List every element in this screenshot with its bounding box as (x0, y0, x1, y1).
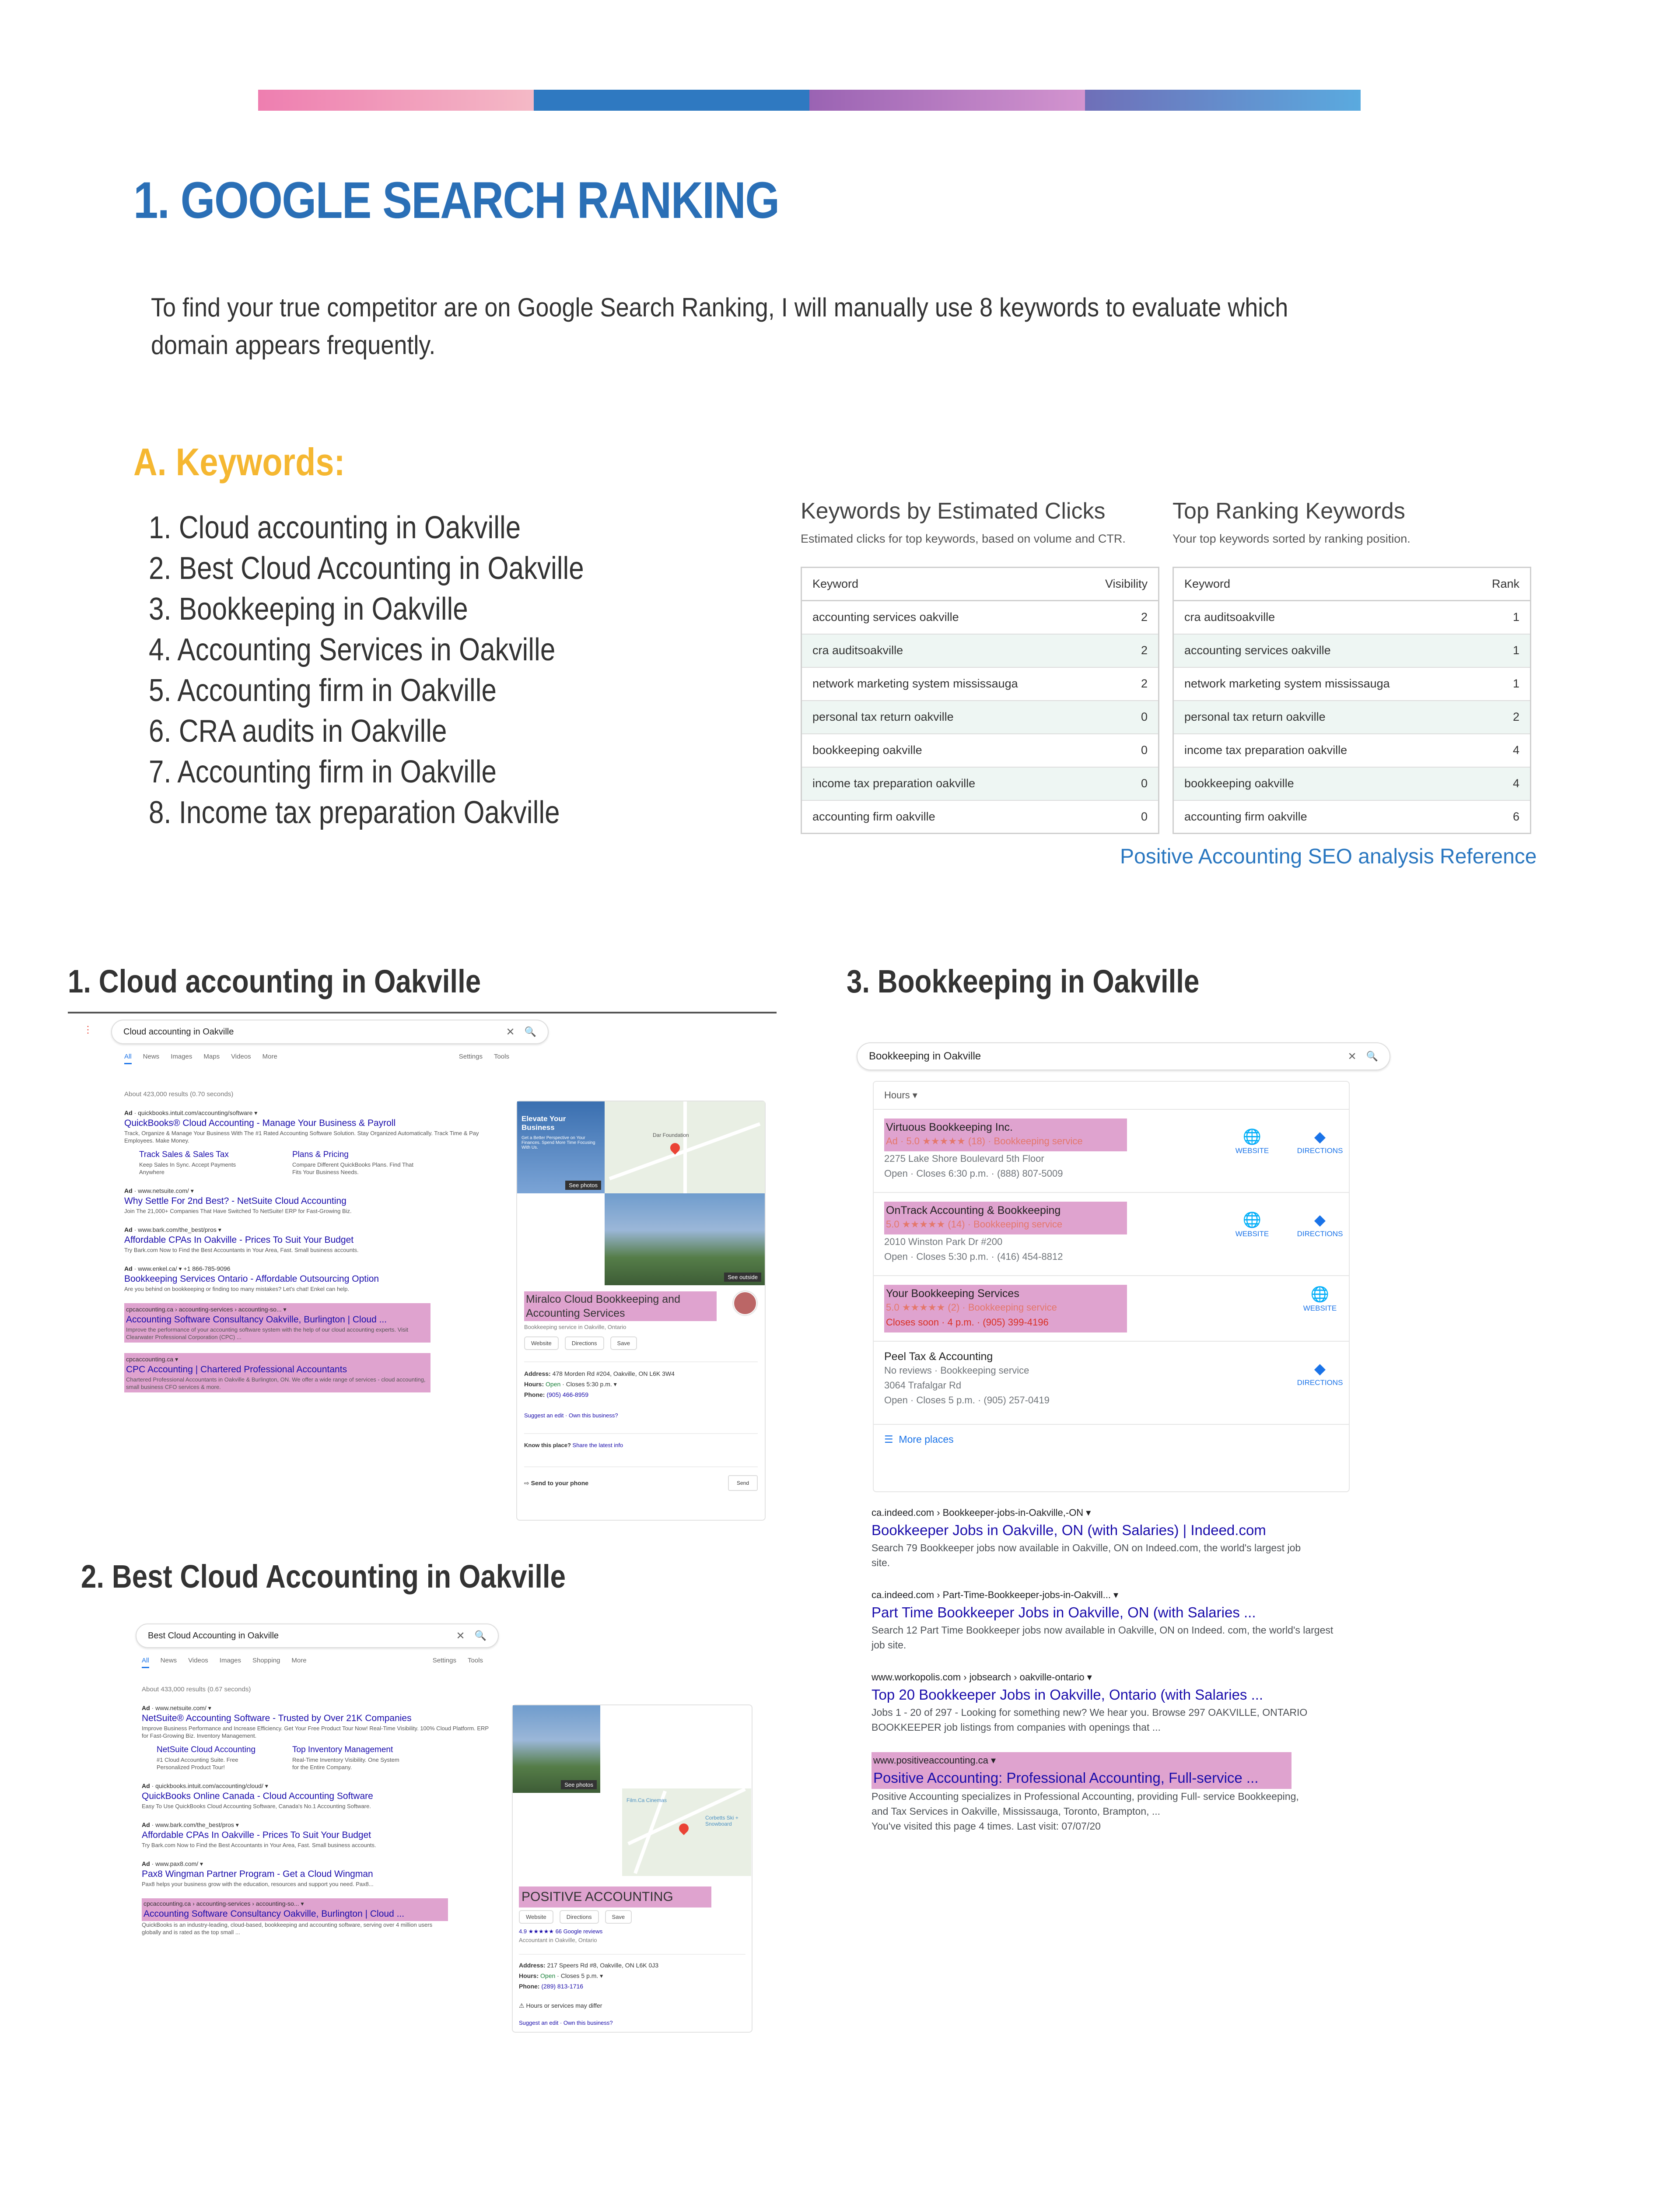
save-button[interactable]: Save (610, 1336, 637, 1350)
result-url[interactable]: cpcaccounting.ca › accounting-services › accounting-so... ▾ (144, 1900, 304, 1907)
directions-action[interactable]: ◆ DIRECTIONS (1292, 1359, 1348, 1387)
ad-label: Ad (142, 1704, 150, 1711)
ad-label: Ad (124, 1109, 133, 1116)
phone-label: Phone: (524, 1391, 545, 1398)
ad-result (124, 1186, 509, 1215)
tab-more[interactable]: More (291, 1657, 307, 1664)
ad-label: Ad (124, 1226, 133, 1233)
warning-icon: ⚠ (519, 2002, 525, 2009)
rank-cell: 2 (1467, 701, 1531, 734)
table-row (1173, 634, 1531, 667)
sitelink-desc: Keep Sales In Sync. Accept Payments Anywhere (139, 1161, 236, 1175)
intro-paragraph: To find your true competitor are on Google Search Ranking, I will manually use 8 keywords to evaluate which domain appears frequently. (151, 293, 1288, 360)
ad-result (142, 1704, 496, 1771)
keyword-item: 4. Accounting Services in Oakville (149, 632, 556, 667)
result-url[interactable]: ca.indeed.com › Part-Time-Bookkeeper-jobs-in-Oakvill... ▾ (872, 1589, 1119, 1600)
result-title[interactable]: Why Settle For 2nd Best? - NetSuite Cloud Accounting (124, 1196, 346, 1206)
result-url[interactable]: · www.bark.com/the_best/pros ▾ (151, 1821, 239, 1828)
keyword-item: 2. Best Cloud Accounting in Oakville (149, 551, 584, 586)
website-action[interactable]: 🌐 WEBSITE (1224, 1127, 1281, 1155)
place-listing[interactable] (874, 1110, 1349, 1193)
keyword-item: 5. Accounting firm in Oakville (149, 673, 497, 708)
share-info-link[interactable]: Share the latest info (572, 1442, 623, 1448)
result-desc: Try Bark.com Now to Find the Best Accountants in Your Area, Fast. Small business accounts. (142, 1842, 376, 1848)
result-stats: About 433,000 results (0.67 seconds) (142, 1686, 251, 1693)
result-desc: Chartered Professional Accountants in Oakville & Burlington, ON. We offer a wide range of services - cloud accounting, small business CFO services & more. (126, 1376, 426, 1390)
result-title[interactable]: Top 20 Bookkeeper Jobs in Oakville, Ontario (with Salaries ... (872, 1687, 1264, 1703)
sitelink-title[interactable]: Top Inventory Management (292, 1745, 393, 1754)
keyword-item: 1. Cloud accounting in Oakville (149, 510, 521, 545)
result-desc: Pax8 helps your business grow with the education, resources and support you need. Pax8... (142, 1881, 374, 1887)
result-url[interactable]: cpcaccounting.ca › accounting-services › accounting-so... ▾ (126, 1306, 287, 1313)
ad-label: Ad (124, 1265, 133, 1272)
result-url[interactable]: · www.bark.com/the_best/pros ▾ (134, 1226, 221, 1233)
ranking-table (1172, 567, 1531, 834)
business-type: Bookkeeping service in Oakville, Ontario (524, 1324, 626, 1330)
result-url[interactable]: · www.pax8.com/ ▾ (151, 1860, 203, 1867)
place-listing[interactable] (874, 1342, 1349, 1425)
ad-label: Ad (142, 1860, 150, 1867)
serp-screenshot-3 (849, 1037, 1435, 1904)
result-url[interactable]: www.positiveaccounting.ca ▾ (873, 1755, 996, 1766)
result-desc: Join The 21,000+ Companies That Have Switched To NetSuite! ERP for Fast-Growing Biz. (124, 1208, 352, 1214)
organic-result (142, 1898, 448, 1936)
address-label: Address: (519, 1962, 546, 1969)
result-title[interactable]: QuickBooks® Cloud Accounting - Manage Your Business & Payroll (124, 1118, 396, 1128)
hours-warning: Hours or services may differ (526, 2002, 602, 2009)
phone-label: Phone: (519, 1983, 540, 1990)
mini-map[interactable] (605, 1101, 765, 1193)
see-outside-button[interactable]: See outside (724, 1273, 761, 1282)
place-rating: 5.0 ★★★★★ (2) · Bookkeeping service (886, 1302, 1057, 1313)
section-heading-3: 3. Bookkeeping in Oakville (847, 963, 1200, 999)
visibility-cell: 0 (1080, 800, 1159, 834)
table-row (802, 767, 1159, 800)
result-title[interactable]: Pax8 Wingman Partner Program - Get a Cloud Wingman (142, 1869, 373, 1879)
keyword-cell: cra auditsoakville (802, 634, 1080, 667)
result-desc: Are you behind on bookkeeping or finding too many mistakes? Let's chat! Enkel can help. (124, 1286, 350, 1292)
visibility-cell: 0 (1080, 767, 1159, 800)
tab-more[interactable]: More (262, 1053, 277, 1060)
result-title[interactable]: Part Time Bookkeeper Jobs in Oakville, ON (with Salaries ... (872, 1604, 1256, 1620)
result-url[interactable]: · quickbooks.intuit.com/accounting/software ▾ (134, 1109, 258, 1116)
place-rating: 5.0 ★★★★★ (14) · Bookkeeping service (886, 1219, 1063, 1230)
suggest-edit-link[interactable]: Suggest an edit · Own this business? (524, 1412, 618, 1419)
search-bar[interactable] (857, 1042, 1390, 1070)
column-header: Keyword (1173, 568, 1467, 601)
ad-result (124, 1225, 509, 1254)
hours-label: Hours: (524, 1381, 544, 1388)
know-place-label: Know this place? (524, 1442, 571, 1448)
rank-cell: 4 (1467, 734, 1531, 767)
street-photo[interactable] (605, 1193, 765, 1285)
table-row (802, 734, 1159, 767)
address-label: Address: (524, 1370, 551, 1377)
keyword-cell: cra auditsoakville (1173, 601, 1467, 634)
visited-note: You've visited this page 4 times. Last visit: 07/07/20 (872, 1820, 1101, 1832)
table-row (1173, 601, 1531, 634)
keyword-cell: accounting firm oakville (1173, 800, 1467, 834)
result-desc: Try Bark.com Now to Find the Best Accountants in Your Area, Fast. Small business accounts. (124, 1247, 359, 1253)
ad-label: Ad (142, 1782, 150, 1789)
keyword-cell: network marketing system mississauga (802, 667, 1080, 701)
tab-news[interactable]: News (160, 1657, 177, 1664)
map-label: Dar Foundation (653, 1132, 689, 1138)
see-photos-button[interactable]: See photos (561, 1780, 597, 1789)
directions-button[interactable]: Directions (565, 1336, 604, 1350)
business-type: Accountant in Oakville, Ontario (519, 1937, 597, 1943)
tab-all[interactable]: All (124, 1053, 132, 1064)
website-button[interactable]: Website (519, 1910, 553, 1924)
section-heading-2: 2. Best Cloud Accounting in Oakville (81, 1558, 566, 1595)
keywords-heading: A. Keywords: (133, 440, 345, 484)
results-column (124, 1085, 509, 1392)
clear-icon[interactable]: ✕ (456, 1630, 465, 1642)
business-photo[interactable] (513, 1705, 600, 1793)
rank-cell: 1 (1467, 667, 1531, 701)
rank-cell: 4 (1467, 767, 1531, 800)
result-title[interactable]: Affordable CPAs In Oakville - Prices To Suit Your Budget (142, 1830, 371, 1840)
map-pin-icon (677, 1821, 690, 1835)
phone-icon: ⇨ (524, 1480, 529, 1487)
sitelink-desc: Real-Time Inventory Visibility. One System for the Entire Company. (292, 1757, 399, 1771)
result-desc: Track, Organize & Manage Your Business With The #1 Rated Accounting Software Solution. Stay Organized Automatically. Track Time & Pay Employees. Make Money. (124, 1130, 479, 1144)
send-button[interactable]: Send (728, 1475, 758, 1491)
column-header: Visibility (1080, 568, 1159, 601)
search-bar[interactable] (111, 1020, 549, 1044)
tab-all[interactable]: All (142, 1657, 149, 1668)
result-desc: Jobs 1 - 20 of 297 - Looking for something new? We hear you. Browse 297 OAKVILLE, ONTARIO BOOKKEEPER job listings from companies with openings that ... (872, 1707, 1308, 1733)
result-desc: Improve the performance of your accounting software system with the help of our cloud accounting experts. Visit Clearwater Professional Corporation (CPC) ... (126, 1326, 409, 1340)
banner-title: Elevate Your Business (522, 1115, 566, 1132)
business-name: POSITIVE ACCOUNTING (519, 1886, 711, 1907)
search-tabs (124, 1053, 509, 1064)
tab-images[interactable]: Images (219, 1657, 241, 1664)
tab-shopping[interactable]: Shopping (252, 1657, 280, 1664)
results-column (142, 1680, 496, 1936)
keyword-list (149, 508, 584, 833)
search-icon[interactable]: 🔍 (1366, 1051, 1378, 1062)
mini-map[interactable] (622, 1788, 751, 1876)
tools-link[interactable]: Tools (467, 1657, 483, 1664)
result-url[interactable]: · www.netsuite.com/ ▾ (134, 1187, 194, 1194)
page-title: 1. GOOGLE SEARCH RANKING (133, 172, 779, 229)
keyword-item: 6. CRA audits in Oakville (149, 714, 447, 749)
address-value: 217 Speers Rd #8, Oakville, ON L6K 0J3 (547, 1962, 659, 1969)
result-url[interactable]: · quickbooks.intuit.com/accounting/cloud/ ▾ (151, 1782, 268, 1789)
ad-label: Ad (124, 1187, 133, 1194)
organic-result (124, 1303, 430, 1343)
keyword-cell: income tax preparation oakville (802, 767, 1080, 800)
google-dots-icon: ⋮ (83, 1024, 93, 1035)
open-status: Open (546, 1381, 561, 1388)
keyword-cell: network marketing system mississauga (1173, 667, 1467, 701)
banner-subtitle: Get a Better Perspective on Your Finances. Spend More Time Focusing With Us. (522, 1136, 595, 1150)
place-name[interactable]: Virtuous Bookkeeping Inc. (886, 1121, 1013, 1133)
result-desc: Improve Business Performance and Increase Efficiency. Get Your Free Product Tour Now! Real-Time Visibility. 100% Cloud Platform. ERP for Fast-Growing Biz. Inventory Management. (142, 1725, 489, 1739)
directions-action[interactable]: ◆ DIRECTIONS (1292, 1210, 1348, 1238)
hours-filter[interactable]: Hours ▾ (874, 1082, 1349, 1110)
serp-screenshot-1 (79, 1015, 770, 1523)
table-row (1173, 701, 1531, 734)
search-icon[interactable]: 🔍 (524, 1026, 536, 1037)
knowledge-panel (516, 1101, 766, 1521)
directions-icon: ◆ (1314, 1212, 1326, 1228)
organic-result (872, 1752, 1396, 1834)
result-title[interactable]: Affordable CPAs In Oakville - Prices To Suit Your Budget (124, 1235, 354, 1245)
settings-link[interactable]: Settings (458, 1053, 483, 1060)
place-rating: No reviews · Bookkeeping service (884, 1365, 1029, 1376)
search-bar[interactable] (136, 1623, 499, 1648)
knowledge-panel (512, 1704, 752, 2033)
result-title[interactable]: Positive Accounting: Professional Accounting, Full-service ... (873, 1770, 1259, 1786)
place-listing[interactable] (874, 1276, 1349, 1342)
ranking-table-title: Top Ranking Keywords (1172, 498, 1405, 524)
hours-value[interactable]: · Closes 5:30 p.m. ▾ (560, 1381, 617, 1388)
banner-photo[interactable] (517, 1101, 605, 1193)
keyword-cell: bookkeeping oakville (1173, 767, 1467, 800)
sitelink-title[interactable]: Track Sales & Sales Tax (139, 1150, 229, 1159)
tab-images[interactable]: Images (171, 1053, 192, 1060)
ad-result (124, 1264, 509, 1293)
tab-videos[interactable]: Videos (231, 1053, 251, 1060)
organic-result (124, 1353, 430, 1392)
map-label: Corbetts Ski + Snowboard (705, 1815, 738, 1827)
search-tabs (142, 1657, 483, 1668)
keyword-item: 8. Income tax preparation Oakville (149, 795, 560, 830)
result-url[interactable]: · www.netsuite.com/ ▾ (151, 1704, 211, 1711)
sitelink-title[interactable]: NetSuite Cloud Accounting (157, 1745, 256, 1754)
rank-cell: 6 (1467, 800, 1531, 834)
result-desc: Easy To Use QuickBooks Cloud Accounting Software, Canada's No.1 Accounting Software. (142, 1803, 371, 1809)
directions-action[interactable]: ◆ DIRECTIONS (1292, 1127, 1348, 1155)
hours-value[interactable]: · Closes 5 p.m. ▾ (555, 1972, 603, 1979)
place-listing[interactable] (874, 1193, 1349, 1276)
more-places-link[interactable]: ☰ More places (884, 1434, 954, 1445)
globe-icon: 🌐 (1310, 1286, 1330, 1303)
sitelink-title[interactable]: Plans & Pricing (292, 1150, 349, 1159)
ad-label: Ad (142, 1821, 150, 1828)
sitelink-desc: Compare Different QuickBooks Plans. Find That Fits Your Business Needs. (292, 1161, 413, 1175)
business-name: Miralco Cloud Bookkeeping and Accounting Services (524, 1291, 717, 1321)
save-button[interactable]: Save (605, 1910, 632, 1924)
clicks-table-panel (801, 498, 1159, 834)
result-title[interactable]: CPC Accounting | Chartered Professional Accountants (126, 1364, 347, 1375)
table-row (1173, 800, 1531, 834)
table-row (802, 634, 1159, 667)
table-row (1173, 767, 1531, 800)
reference-link[interactable]: Positive Accounting SEO analysis Reference (1120, 845, 1537, 868)
section-divider (68, 1012, 777, 1013)
ranking-table-panel (1172, 498, 1531, 834)
result-desc: QuickBooks is an industry-leading, cloud-based, bookkeeping and accounting software, serving over 4 million users globally and is rated as the top small ... (142, 1922, 433, 1936)
place-name[interactable]: Your Bookkeeping Services (886, 1287, 1019, 1300)
search-icon[interactable]: 🔍 (474, 1630, 486, 1641)
keyword-cell: accounting firm oakville (802, 800, 1080, 834)
ranking-table-subtitle: Your top keywords sorted by ranking position. (1172, 532, 1410, 545)
column-header: Keyword (802, 568, 1080, 601)
open-status: Open (540, 1972, 556, 1979)
keyword-cell: accounting services oakville (802, 601, 1080, 634)
result-title[interactable]: Accounting Software Consultancy Oakville, Burlington | Cloud ... (144, 1909, 405, 1919)
organic-results (872, 1505, 1396, 1834)
website-action[interactable]: 🌐 WEBSITE (1224, 1210, 1281, 1238)
result-desc: Positive Accounting specializes in Professional Accounting, providing Full- service Bookkeeping, and Tax Services in Oakville, Mississauga, Toronto, Brampton, ... (872, 1791, 1299, 1817)
phone-value[interactable]: (905) 466-8959 (546, 1391, 589, 1398)
result-url[interactable]: cpcaccounting.ca ▾ (126, 1356, 178, 1363)
place-hours: Open · Closes 6:30 p.m. · (888) 807-5009 (884, 1168, 1063, 1179)
visibility-cell: 0 (1080, 701, 1159, 734)
ad-result (142, 1820, 496, 1849)
phone-value[interactable]: (289) 813-1716 (541, 1983, 584, 1990)
visibility-cell: 2 (1080, 667, 1159, 701)
result-url[interactable]: · www.enkel.ca/ ▾ +1 866-785-9096 (134, 1265, 231, 1272)
column-header: Rank (1467, 568, 1531, 601)
search-input[interactable]: Best Cloud Accounting in Oakville (148, 1630, 279, 1641)
keyword-cell: bookkeeping oakville (802, 734, 1080, 767)
suggest-edit-link[interactable]: Suggest an edit · Own this business? (519, 2020, 613, 2026)
sitelink-desc: #1 Cloud Accounting Suite. Free Personalized Product Tour! (157, 1757, 238, 1771)
rank-cell: 1 (1467, 634, 1531, 667)
ad-result (142, 1859, 496, 1888)
result-title[interactable]: QuickBooks Online Canada - Cloud Accounting Software (142, 1791, 373, 1801)
website-button[interactable]: Website (524, 1336, 559, 1350)
keyword-cell: accounting services oakville (1173, 634, 1467, 667)
directions-button[interactable]: Directions (560, 1910, 599, 1924)
keyword-item: 7. Accounting firm in Oakville (149, 754, 497, 789)
keyword-cell: personal tax return oakville (802, 701, 1080, 734)
table-row (802, 667, 1159, 701)
clicks-table (801, 567, 1159, 834)
clear-icon[interactable]: ✕ (1348, 1050, 1357, 1062)
globe-icon: 🌐 (1242, 1212, 1262, 1228)
place-rating: Ad · 5.0 ★★★★★ (18) · Bookkeeping service (886, 1136, 1083, 1147)
website-action[interactable]: 🌐 WEBSITE (1292, 1285, 1348, 1313)
header-color-bar (258, 90, 1361, 111)
place-hours: Open · Closes 5 p.m. · (905) 257-0419 (884, 1395, 1050, 1406)
place-address: 3064 Trafalgar Rd (884, 1380, 962, 1391)
result-title[interactable]: Bookkeeping Services Ontario - Affordable Outsourcing Option (124, 1274, 379, 1284)
result-desc: Search 79 Bookkeeper jobs now available in Oakville, ON on Indeed.com, the world's largest job site. (872, 1542, 1301, 1568)
hours-label: Hours: (519, 1972, 539, 1979)
see-photos-button[interactable]: See photos (565, 1181, 601, 1190)
map-label: Film.Ca Cinemas (626, 1797, 667, 1803)
globe-icon: 🌐 (1242, 1129, 1262, 1145)
organic-result (872, 1670, 1396, 1735)
address-value: 478 Morden Rd #204, Oakville, ON L6K 3W4 (552, 1370, 675, 1377)
table-row (1173, 667, 1531, 701)
place-name[interactable]: Peel Tax & Accounting (884, 1350, 993, 1363)
tab-maps[interactable]: Maps (203, 1053, 220, 1060)
tab-videos[interactable]: Videos (188, 1657, 208, 1664)
local-pack (873, 1081, 1350, 1492)
place-address: 2010 Winston Park Dr #200 (884, 1236, 1003, 1247)
rating[interactable]: 4.9 ★★★★★ 66 Google reviews (519, 1928, 603, 1935)
place-name[interactable]: OnTrack Accounting & Bookkeeping (886, 1204, 1061, 1217)
directions-icon: ◆ (1314, 1129, 1326, 1145)
avatar (733, 1291, 757, 1315)
keyword-cell: personal tax return oakville (1173, 701, 1467, 734)
section-heading-1: 1. Cloud accounting in Oakville (68, 963, 481, 999)
result-title[interactable]: Bookkeeper Jobs in Oakville, ON (with Salaries) | Indeed.com (872, 1522, 1266, 1538)
organic-result (872, 1588, 1396, 1652)
visibility-cell: 2 (1080, 601, 1159, 634)
keyword-cell: income tax preparation oakville (1173, 734, 1467, 767)
directions-icon: ◆ (1314, 1360, 1326, 1377)
organic-result (872, 1505, 1396, 1570)
result-title[interactable]: Accounting Software Consultancy Oakville, Burlington | Cloud ... (126, 1315, 387, 1325)
ad-result (124, 1108, 509, 1176)
table-row (802, 701, 1159, 734)
result-title[interactable]: NetSuite® Accounting Software - Trusted by Over 21K Companies (142, 1713, 412, 1723)
table-row (802, 601, 1159, 634)
serp-screenshot-2 (131, 1619, 757, 2039)
visibility-cell: 0 (1080, 734, 1159, 767)
tools-link[interactable]: Tools (494, 1053, 509, 1060)
rank-cell: 1 (1467, 601, 1531, 634)
result-url[interactable]: www.workopolis.com › jobsearch › oakville-ontario ▾ (872, 1672, 1092, 1683)
settings-link[interactable]: Settings (432, 1657, 456, 1664)
table-row (802, 800, 1159, 834)
table-row (1173, 734, 1531, 767)
search-input[interactable]: Cloud accounting in Oakville (123, 1027, 234, 1037)
send-to-phone-label: Send to your phone (531, 1480, 589, 1487)
visibility-cell: 2 (1080, 634, 1159, 667)
result-desc: Search 12 Part Time Bookkeeper jobs now available in Oakville, ON on Indeed. com, the world's largest job site. (872, 1624, 1334, 1651)
place-address: 2275 Lake Shore Boulevard 5th Floor (884, 1153, 1044, 1164)
place-hours: Closes soon · 4 p.m. · (905) 399-4196 (886, 1317, 1049, 1328)
result-stats: About 423,000 results (0.70 seconds) (124, 1090, 234, 1098)
tab-news[interactable]: News (143, 1053, 160, 1060)
result-url[interactable]: ca.indeed.com › Bookkeeper-jobs-in-Oakville,-ON ▾ (872, 1507, 1091, 1518)
ad-result (142, 1781, 496, 1810)
clear-icon[interactable]: ✕ (506, 1026, 515, 1038)
place-hours: Open · Closes 5:30 p.m. · (416) 454-8812 (884, 1251, 1063, 1262)
keyword-item: 3. Bookkeeping in Oakville (149, 592, 468, 627)
clicks-table-title: Keywords by Estimated Clicks (801, 498, 1106, 524)
clicks-table-subtitle: Estimated clicks for top keywords, based on volume and CTR. (801, 532, 1126, 545)
search-input[interactable]: Bookkeeping in Oakville (869, 1050, 981, 1062)
